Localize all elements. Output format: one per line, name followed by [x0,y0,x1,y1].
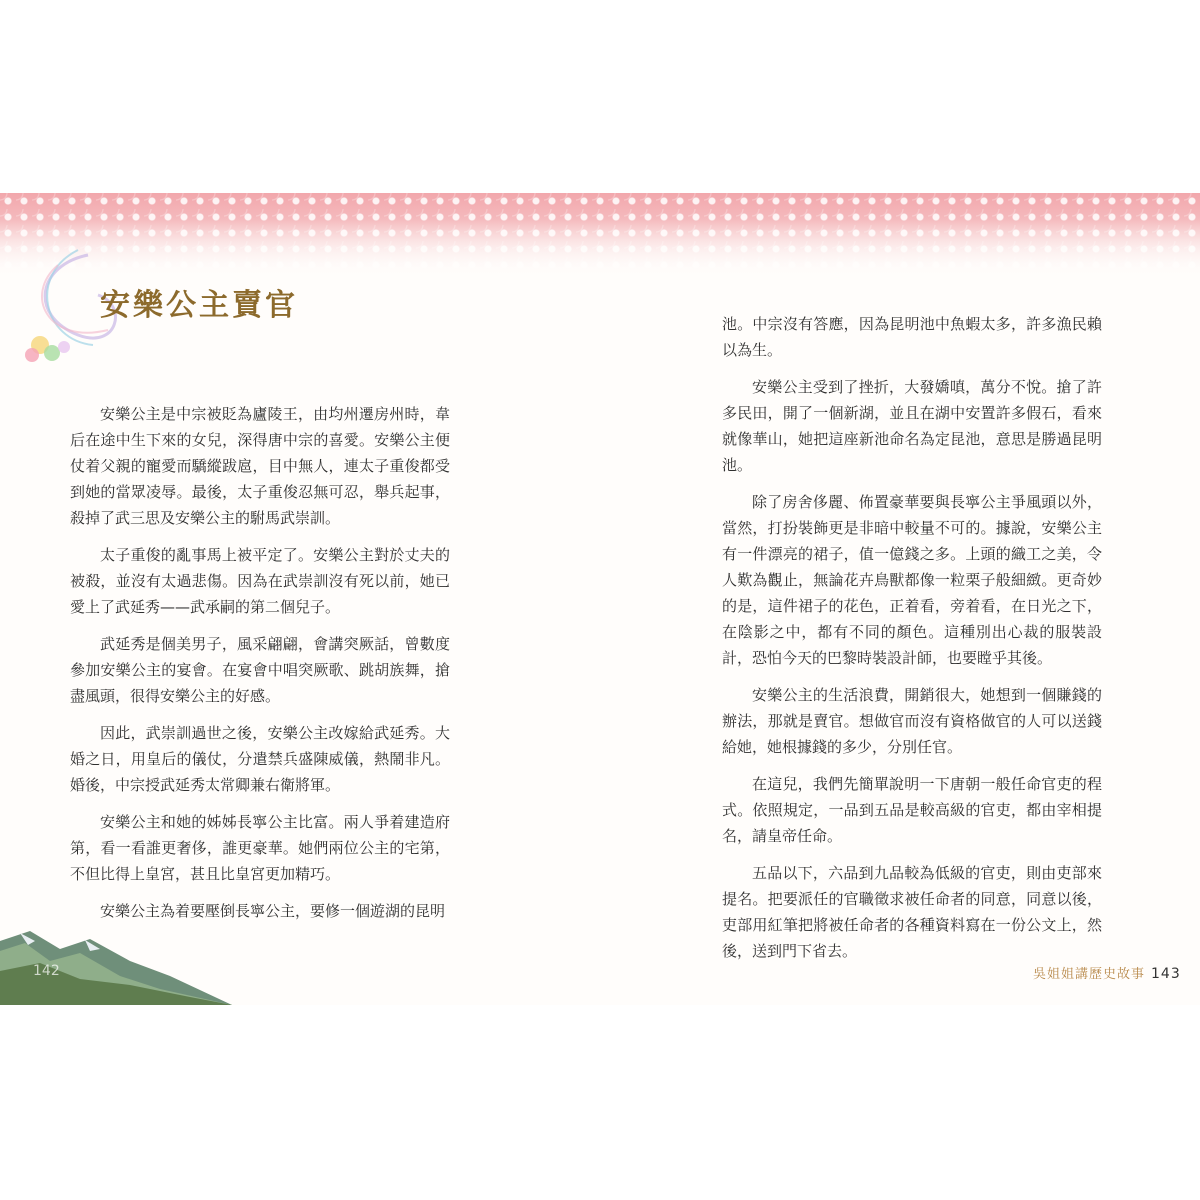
paragraph: 安樂公主受到了挫折，大發嬌嗔，萬分不悅。搶了許多民田，開了一個新湖，並且在湖中安置許多假石，看來就像華山，她把這座新池命名為定昆池，意思是勝過昆明池。 [722,378,1102,474]
paragraph: 安樂公主和她的姊姊長寧公主比富。兩人爭着建造府第，看一看誰更奢侈，誰更豪華。她們兩位公主的宅第，不但比得上皇宮，甚且比皇宮更加精巧。 [70,813,450,883]
left-page-number: 142 [33,963,60,979]
page-number: 143 [1151,966,1181,982]
right-page-text [722,311,1102,975]
paragraph: 在這兒，我們先簡單說明一下唐朝一般任命官吏的程式。依照規定，一品到五品是較高級的官吏，都由宰相提名，請皇帝任命。 [722,775,1102,845]
chapter-title: 安樂公主賣官 [100,288,298,323]
paragraph: 五品以下，六品到九品較為低級的官吏，則由吏部來提名。把要派任的官職徵求被任命者的同意，同意以後，吏部用紅筆把將被任命者的各種資料寫在一份公文上，然後，送到門下省去。 [722,864,1102,960]
left-page-text [70,401,450,935]
paragraph: 安樂公主的生活浪費，開銷很大，她想到一個賺錢的辦法，那就是賣官。想做官而沒有資格做官的人可以送錢給她，她根據錢的多少，分別任官。 [722,686,1102,756]
paragraph: 因此，武崇訓過世之後，安樂公主改嫁給武延秀。大婚之日，用皇后的儀仗，分遣禁兵盛陳威儀，熱鬧非凡。婚後，中宗授武延秀太常卿兼右衛將軍。 [70,724,450,794]
band-fade [0,193,1200,277]
paragraph: 安樂公主為着要壓倒長寧公主，要修一個遊湖的昆明 [100,902,446,920]
paragraph: 池。中宗沒有答應，因為昆明池中魚蝦太多，許多漁民賴以為生。 [722,315,1102,359]
paragraph: 武延秀是個美男子，風采翩翩，會講突厥話，曾數度參加安樂公主的宴會。在宴會中唱突厥歌、跳胡族舞，搶盡風頭，很得安樂公主的好感。 [70,635,450,705]
paragraph: 除了房舍侈麗、佈置豪華要與長寧公主爭風頭以外，當然，打扮裝飾更是非暗中較量不可的。據說，安樂公主有一件漂亮的裙子，值一億錢之多。上頭的織工之美，令人歎為觀止，無論花卉鳥獸都像一粒栗子般細緻。更奇妙的是，這件裙子的花色，正着看，旁着看，在日光之下，在陰影之中，都有不同的顏色。這種別出心裁的服裝設計，恐怕今天的巴黎時裝設計師，也要瞠乎其後。 [722,493,1102,667]
paragraph: 太子重俊的亂事馬上被平定了。安樂公主對於丈夫的被殺，並沒有太過悲傷。因為在武崇訓沒有死以前，她已愛上了武延秀——武承嗣的第二個兒子。 [70,546,450,616]
book-title: 吳姐姐講歷史故事 [1033,967,1146,982]
page-footer [1033,963,1181,982]
book-spread [0,193,1200,1005]
paragraph: 安樂公主是中宗被貶為廬陵王，由均州遷房州時，韋后在途中生下來的女兒，深得唐中宗的喜愛。安樂公主便仗着父親的寵愛而驕縱跋扈，目中無人，連太子重俊都受到她的當眾凌辱。最後，太子重俊忍無可忍，舉兵起事，殺掉了武三思及安樂公主的駙馬武崇訓。 [70,405,450,527]
